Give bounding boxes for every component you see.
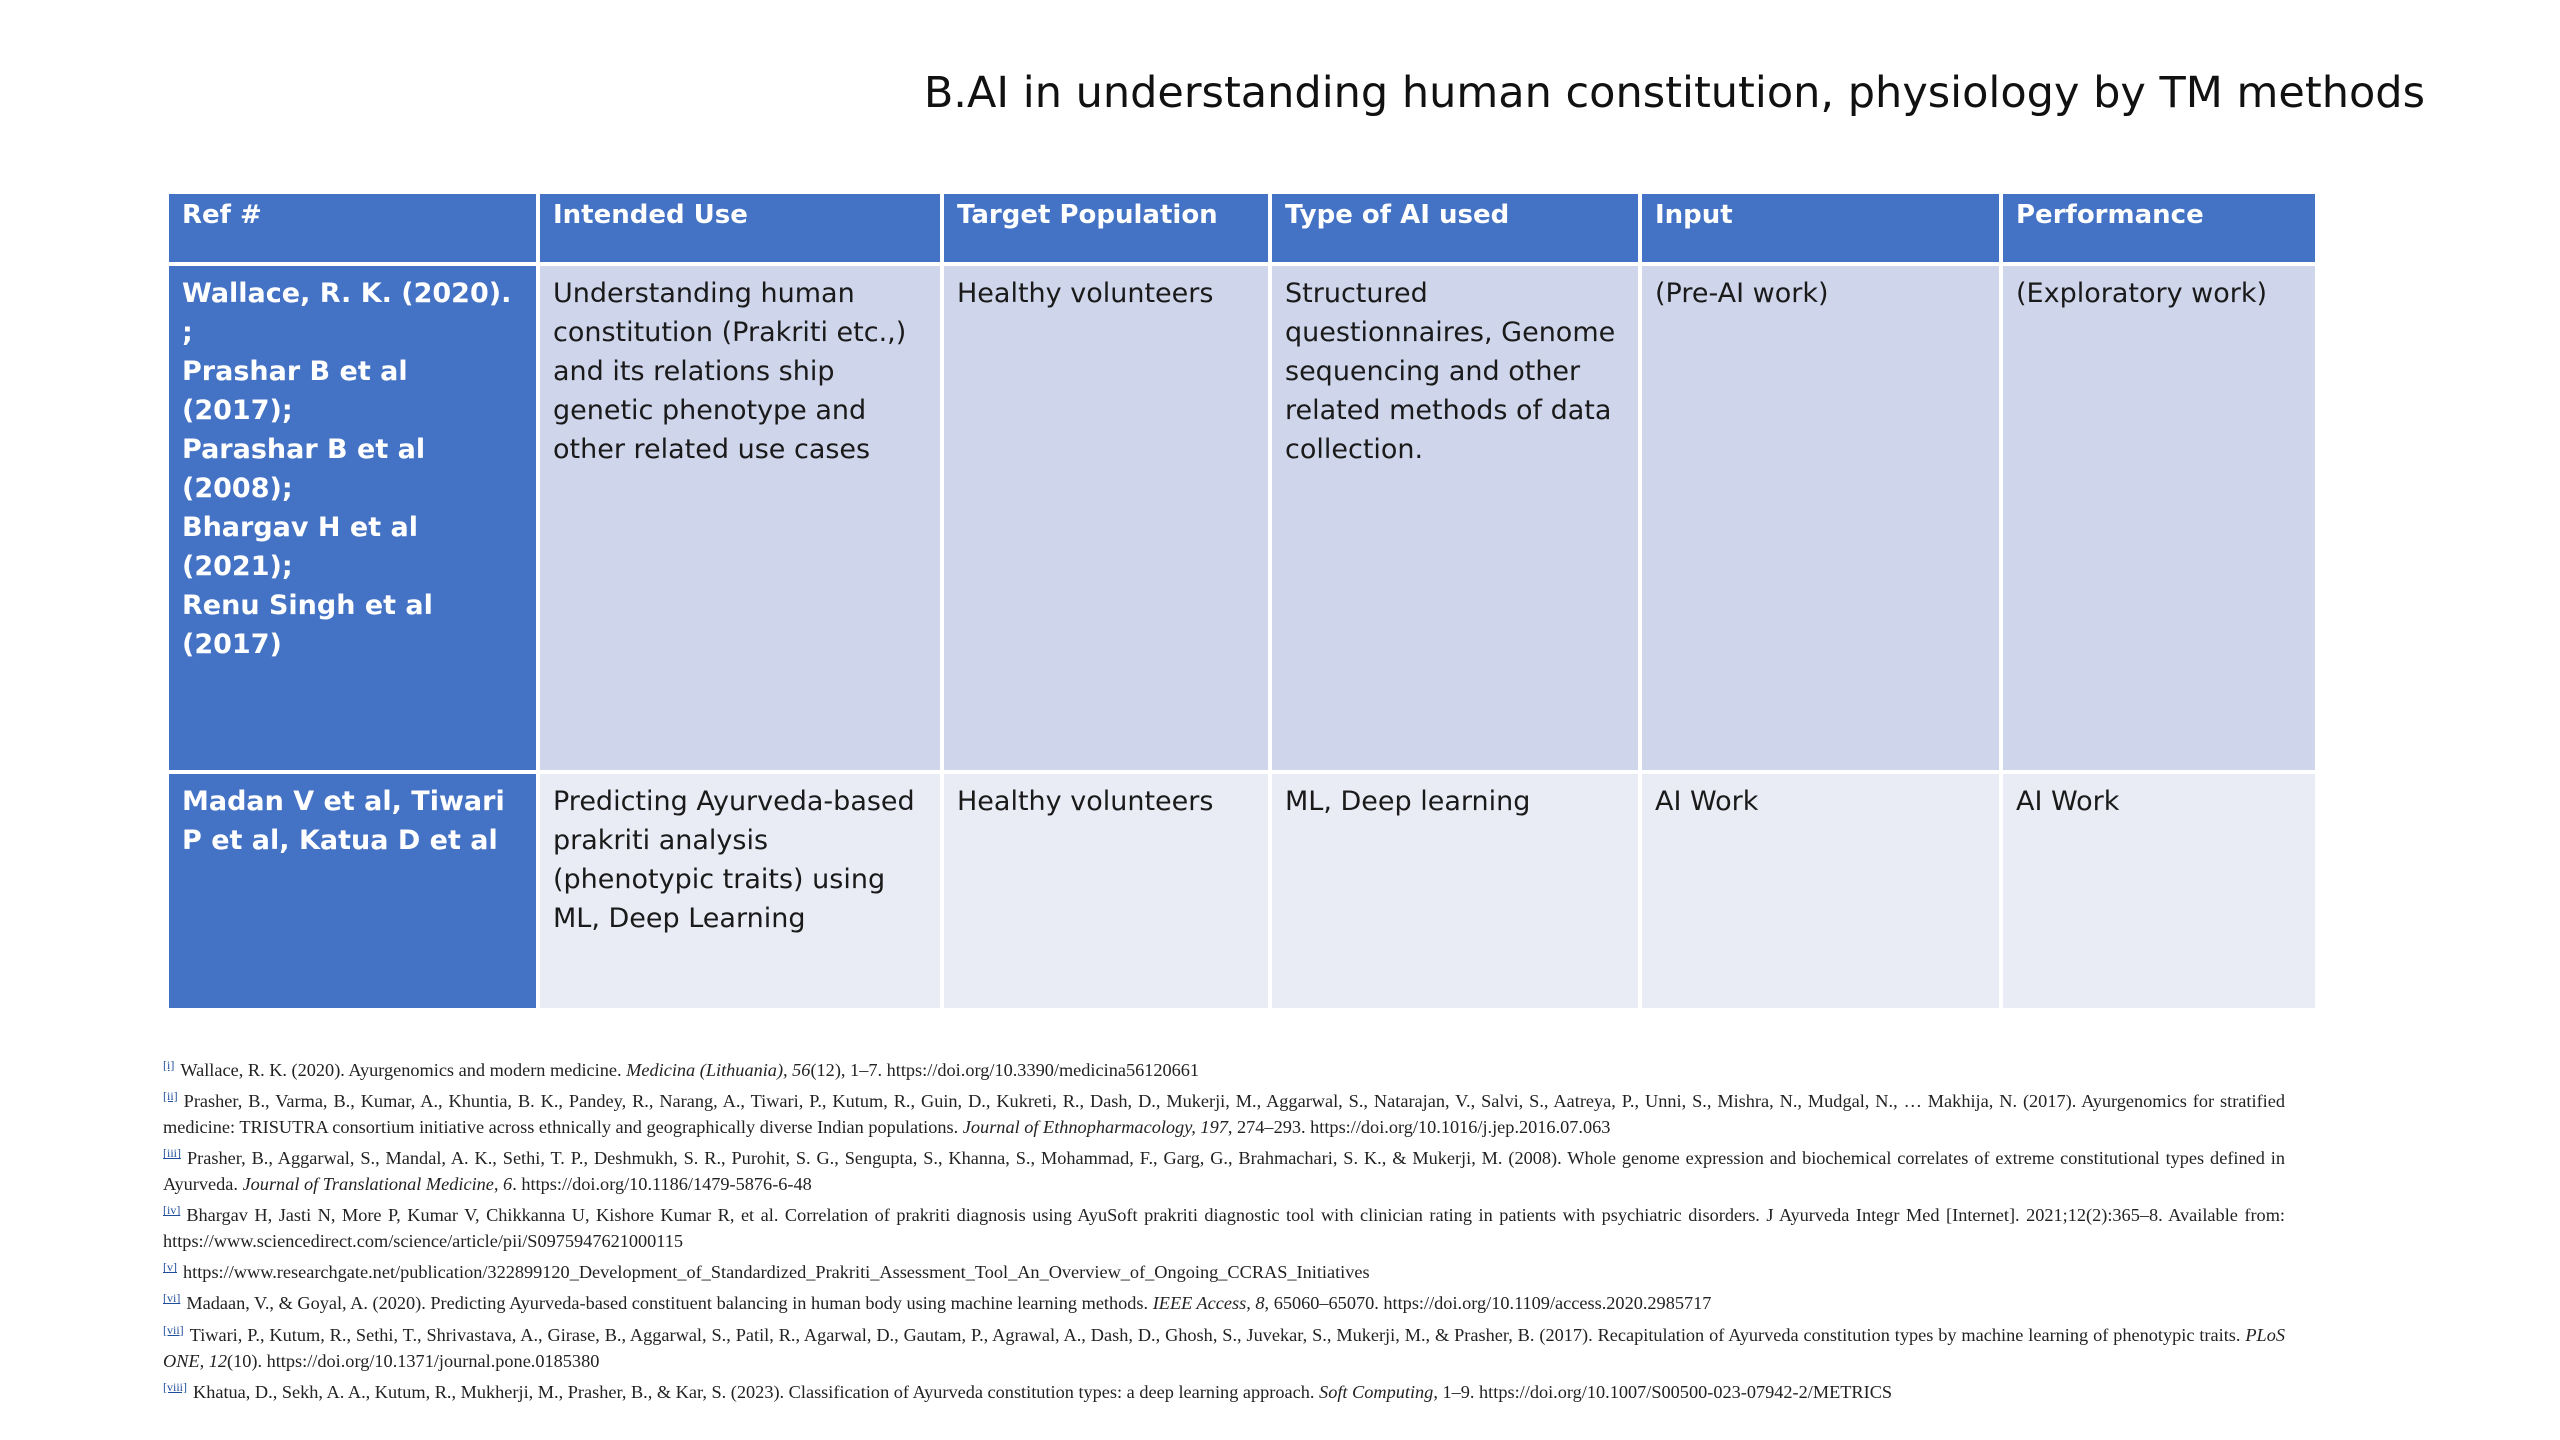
footnote-marker-link[interactable]: [iv] — [163, 1203, 181, 1218]
header-performance: Performance — [2003, 194, 2315, 262]
footnote-text: Tiwari, P., Kutum, R., Sethi, T., Shrivastava, A., Girase, B., Aggarwal, S., Patil, R., Agarwal, D., Gautam, P., Agrawal, A., Dash, D., Ghosh, S., Juvekar, S., Mukerji, M., & Prasher, B. (2017). Recapitulation of Ayurveda constitution types by machine learning of phenotypic traits. — [189, 1324, 2246, 1345]
footnote-tail: (10). https://doi.org/10.1371/journal.pone.0185380 — [226, 1350, 600, 1371]
footnote — [163, 1254, 2285, 1285]
ref-cell — [169, 774, 536, 1008]
footnote-text: Wallace, R. K. (2020). Ayurgenomics and modern medicine. — [180, 1060, 627, 1081]
footnote-journal: Soft Computing — [1319, 1381, 1434, 1402]
ref-item: Prashar B et al (2017); — [182, 356, 408, 426]
ref-item: Bhargav H et al (2021); — [182, 512, 418, 582]
footnote-tail: , 274–293. https://doi.org/10.1016/j.jep.2016.07.063 — [1227, 1117, 1611, 1138]
footnote-marker-link[interactable]: [iii] — [163, 1146, 181, 1161]
footnote-marker-link[interactable]: [vi] — [163, 1291, 181, 1306]
ref-item: Parashar B et al (2008); — [182, 434, 426, 504]
footnote — [163, 1374, 2285, 1405]
table-row — [169, 774, 2315, 1008]
ref-item: Wallace, R. K. (2020). ; — [182, 278, 512, 348]
header-target-population: Target Population — [944, 194, 1268, 262]
footnote-journal: Medicina (Lithuania), 56 — [626, 1060, 811, 1081]
footnote — [163, 1052, 2285, 1083]
footnote-marker-link[interactable]: [vii] — [163, 1322, 184, 1337]
footnote — [163, 1285, 2285, 1316]
footnote-tail: , 65060–65070. https://doi.org/10.1109/access.2020.2985717 — [1264, 1293, 1712, 1314]
footnote-text: Bhargav H, Jasti N, More P, Kumar V, Chikkanna U, Kishore Kumar R, et al. Correlation of prakriti diagnosis using AyuSoft prakriti diagnostic tool with clinician rating in patients with psychiatric disorders. J Ayurveda Integr Med [Internet]. 2021;12(2):365–8. Available from: https://www.sciencedirect.com/science/article/pii/S0975947621000115 — [163, 1205, 2285, 1252]
footnote — [163, 1140, 2285, 1197]
input-cell: (Pre-AI work) — [1642, 266, 1999, 770]
target-population-cell: Healthy volunteers — [944, 774, 1268, 1008]
footnotes — [163, 1052, 2285, 1405]
footnote-text: Khatua, D., Sekh, A. A., Kutum, R., Mukherji, M., Prasher, B., & Kar, S. (2023). Classification of Ayurveda constitution types: a deep learning approach. — [193, 1381, 1320, 1402]
ref-item: Renu Singh et al (2017) — [182, 590, 433, 660]
footnote — [163, 1083, 2285, 1140]
intended-use-cell: Predicting Ayurveda-based prakriti analysis (phenotypic traits) using ML, Deep Learning — [540, 774, 940, 1008]
footnote-text: Madaan, V., & Goyal, A. (2020). Predicting Ayurveda-based constituent balancing in human body using machine learning methods. — [186, 1293, 1153, 1314]
footnote-text: Prasher, B., Varma, B., Kumar, A., Khuntia, B. K., Pandey, R., Narang, A., Tiwari, P., Kutum, R., Guin, D., Kukreti, R., Dash, D., Mukerji, M., Aggarwal, S., Natarajan, V., Salvi, S., Aatreya, P., Unni, S., Mishra, N., Mudgal, N., … Makhija, N. (2017). Ayurgenomics for stratified medicine: TRISUTRA consortium initiative across ethnically and geographically diverse Indian populations. — [163, 1091, 2285, 1138]
performance-cell: AI Work — [2003, 774, 2315, 1008]
footnote-tail: (12), 1–7. https://doi.org/10.3390/medicina56120661 — [810, 1060, 1200, 1081]
footnote-tail: , 1–9. https://doi.org/10.1007/S00500-023-07942-2/METRICS — [1433, 1381, 1893, 1402]
ai-type-cell: Structured questionnaires, Genome sequencing and other related methods of data collection. — [1272, 266, 1638, 770]
footnote — [163, 1197, 2285, 1254]
ai-methods-table — [165, 190, 2319, 1012]
input-cell: AI Work — [1642, 774, 1999, 1008]
footnote-journal: Journal of Translational Medicine, 6 — [242, 1174, 513, 1195]
table-header-row — [169, 194, 2315, 262]
header-intended-use: Intended Use — [540, 194, 940, 262]
footnote-journal: PLoS ONE, 12 — [163, 1324, 2285, 1371]
ref-cell — [169, 266, 536, 770]
footnote-text: Prasher, B., Aggarwal, S., Mandal, A. K., Sethi, T. P., Deshmukh, S. R., Purohit, S. G., Sengupta, S., Khanna, S., Mohammad, F., Garg, G., Brahmachari, S. K., & Mukerji, M. (2008). Whole genome expression and biochemical correlates of extreme constitutional types defined in Ayurveda. — [163, 1148, 2285, 1195]
footnote-tail: . https://doi.org/10.1186/1479-5876-6-48 — [512, 1174, 812, 1195]
footnote-journal: IEEE Access, 8 — [1152, 1293, 1265, 1314]
footnote-marker-link[interactable]: [i] — [163, 1058, 175, 1072]
header-type-of-ai: Type of AI used — [1272, 194, 1638, 262]
header-ref: Ref # — [169, 194, 536, 262]
footnote — [163, 1317, 2285, 1374]
table-row — [169, 266, 2315, 770]
performance-cell: (Exploratory work) — [2003, 266, 2315, 770]
footnote-marker-link[interactable]: [viii] — [163, 1379, 187, 1394]
ref-item: Madan V et al, Tiwari P et al, Katua D et al — [182, 786, 505, 856]
header-input: Input — [1642, 194, 1999, 262]
footnote-marker-link[interactable]: [ii] — [163, 1089, 178, 1104]
intended-use-cell: Understanding human constitution (Prakriti etc.,) and its relations ship genetic phenotype and other related use cases — [540, 266, 940, 770]
footnote-marker-link[interactable]: [v] — [163, 1260, 177, 1275]
ai-type-cell: ML, Deep learning — [1272, 774, 1638, 1008]
footnote-text: https://www.researchgate.net/publication/322899120_Development_of_Standardized_Prakriti_Assessment_Tool_An_Overview_of_Ongoing_CCRAS_Initiatives — [183, 1262, 1370, 1283]
slide-title: B.AI in understanding human constitution, physiology by TM methods — [923, 68, 2425, 118]
target-population-cell: Healthy volunteers — [944, 266, 1268, 770]
footnote-journal: Journal of Ethnopharmacology, 197 — [962, 1117, 1228, 1138]
